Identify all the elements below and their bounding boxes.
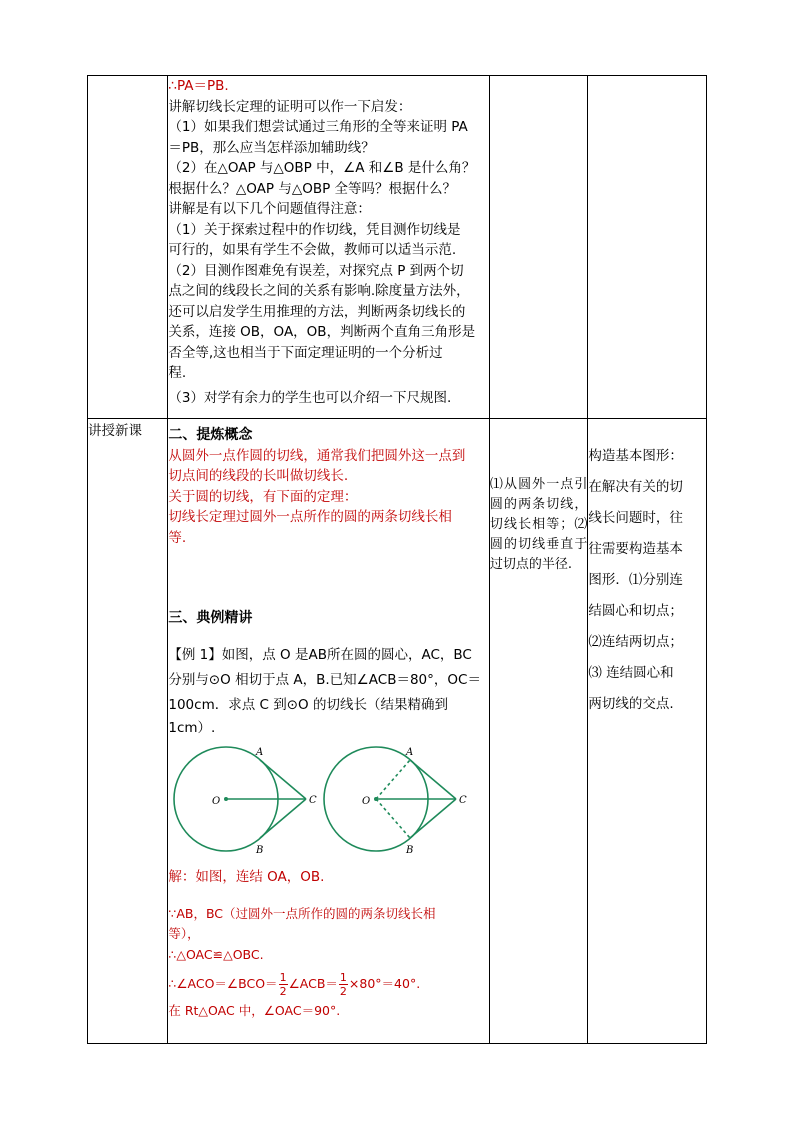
text-line: ＝PB，那么应当怎样添加辅助线？ xyxy=(168,139,375,156)
text-line: （1）如果我们想尝试通过三角形的全等来证明 PA xyxy=(168,119,468,135)
label-b: B xyxy=(256,844,264,856)
label-a: A xyxy=(406,746,414,758)
text-line: 讲解切线长定理的证明可以作一下启发： xyxy=(168,98,412,115)
fraction xyxy=(339,971,348,998)
heading-example: 三、典例精讲 xyxy=(168,610,253,626)
label-o: O xyxy=(362,795,371,807)
text-line: 【例 1】如图，点 O 是AB所在圆的圆心，AC，BC xyxy=(168,646,472,663)
text-line: 两切线的交点. xyxy=(588,696,674,712)
text-line: 程. xyxy=(168,365,187,381)
label-c: C xyxy=(459,794,468,806)
text-line: ⑶ 连结圆心和 xyxy=(588,665,674,681)
design-text xyxy=(588,441,706,720)
text-line: 分别与⊙O 相切于点 A，B.已知∠ACB＝80°，OC＝ xyxy=(168,671,481,688)
text-line: 切线长定理过圆外一点所作的圆的两条切线长相 xyxy=(168,509,452,525)
teaching-content-cell xyxy=(168,419,490,1044)
text-line: 点之间的线段长之间的关系有影响.除度量方法外， xyxy=(168,283,470,299)
text-line: 切点间的线段的长叫做切线长. xyxy=(168,468,349,484)
table-row xyxy=(88,419,707,1044)
teaching-content-cell xyxy=(168,76,490,419)
label-o: O xyxy=(212,795,221,807)
text-line: 在 Rt△OAC 中，∠OAC＝90°. xyxy=(168,1003,341,1018)
text-line: 往需要构造基本 xyxy=(588,541,683,557)
text-line: （1）关于探索过程中的作切线，凭目测作切线是 xyxy=(168,221,461,238)
text-line: 1cm）. xyxy=(168,719,216,736)
design-cell-empty xyxy=(588,76,707,419)
equation-part: ∠ACB＝ xyxy=(288,975,338,991)
text-line: 等）， xyxy=(168,926,200,941)
equation-part: ×80°＝40°. xyxy=(348,975,421,991)
text-line: 关于圆的切线，有下面的定理： xyxy=(168,488,358,505)
text-line: 还可以启发学生用推理的方法，判断两条切线长的 xyxy=(168,303,466,320)
goal-cell-empty xyxy=(489,76,587,419)
text-line: 图形．⑴分别连 xyxy=(588,572,683,588)
center-dot-left xyxy=(224,797,228,801)
tangent-ca-right xyxy=(410,760,456,799)
text-line: 解：如图，连结 OA，OB. xyxy=(168,869,325,885)
goal-cell xyxy=(489,419,587,1044)
text-line: 可行的，如果有学生不会做，教师可以适当示范. xyxy=(168,242,457,258)
heading-concept: 二、提炼概念 xyxy=(168,427,253,443)
label-c: C xyxy=(309,794,318,806)
text-line: 从圆外一点作圆的切线，通常我们把圆外这一点到 xyxy=(168,447,466,464)
text-line: 否全等,这也相当于下面定理证明的一个分析过 xyxy=(168,344,443,361)
text-line: （2）目测作图难免有误差，对探究点 P 到两个切 xyxy=(168,262,464,279)
tangent-cb-right xyxy=(410,799,456,838)
tangent-ca-left xyxy=(260,760,306,799)
equation-part: ∴∠ACO＝∠BCO＝ xyxy=(168,975,278,991)
section-cell-empty xyxy=(88,76,168,419)
text-line: 等. xyxy=(168,529,187,546)
text-line: 讲解是有以下几个问题值得注意： xyxy=(168,201,371,217)
text-line: ∴PA＝PB. xyxy=(168,78,229,94)
text-line: 线长问题时，往 xyxy=(588,510,683,526)
text-line: （2）在△OAP 与△OBP 中，∠A 和∠B 是什么角？ xyxy=(168,160,476,176)
fraction-den: 2 xyxy=(339,984,347,998)
radius-ob-dashed xyxy=(376,799,410,838)
text-line: 根据什么？△OAP 与△OBP 全等吗？根据什么？ xyxy=(168,180,457,197)
section-label: 讲授新课 xyxy=(88,419,168,1044)
text-line: ∴△OAC≌△OBC. xyxy=(168,946,264,962)
text-line: ∵AB，BC（过圆外一点所作的圆的两条切线长相 xyxy=(168,905,436,921)
goal-text: ⑴从圆外一点引圆的两条切线，切线长相等；⑵圆的切线垂直于过切点的半径. xyxy=(489,477,588,572)
text-line: 关系，连接 OB，OA，OB，判断两个直角三角形是 xyxy=(168,324,476,340)
design-cell xyxy=(588,419,707,1044)
angle-equation xyxy=(168,967,489,1001)
text-line: 100cm．求点 C 到⊙O 的切线长（结果精确到 xyxy=(168,696,448,713)
lesson-table xyxy=(87,75,707,1044)
text-line: ⑵连结两切点； xyxy=(588,634,683,650)
fraction-num: 1 xyxy=(339,970,347,984)
table-row xyxy=(88,76,707,419)
radius-oa-dashed xyxy=(376,760,410,799)
label-a: A xyxy=(256,746,264,758)
text-line: 构造基本图形： xyxy=(588,448,683,464)
text-line: 在解决有关的切 xyxy=(588,479,683,495)
fraction-den: 2 xyxy=(279,984,287,998)
fraction-num: 1 xyxy=(279,970,287,984)
tangent-figures xyxy=(168,744,473,859)
label-b: B xyxy=(406,844,414,856)
fraction xyxy=(279,971,288,998)
text-line: 结圆心和切点； xyxy=(588,603,683,619)
text-line: （3）对学有余力的学生也可以介绍一下尺规图. xyxy=(168,389,452,406)
center-dot-right xyxy=(374,797,378,801)
tangent-cb-left xyxy=(260,799,306,838)
